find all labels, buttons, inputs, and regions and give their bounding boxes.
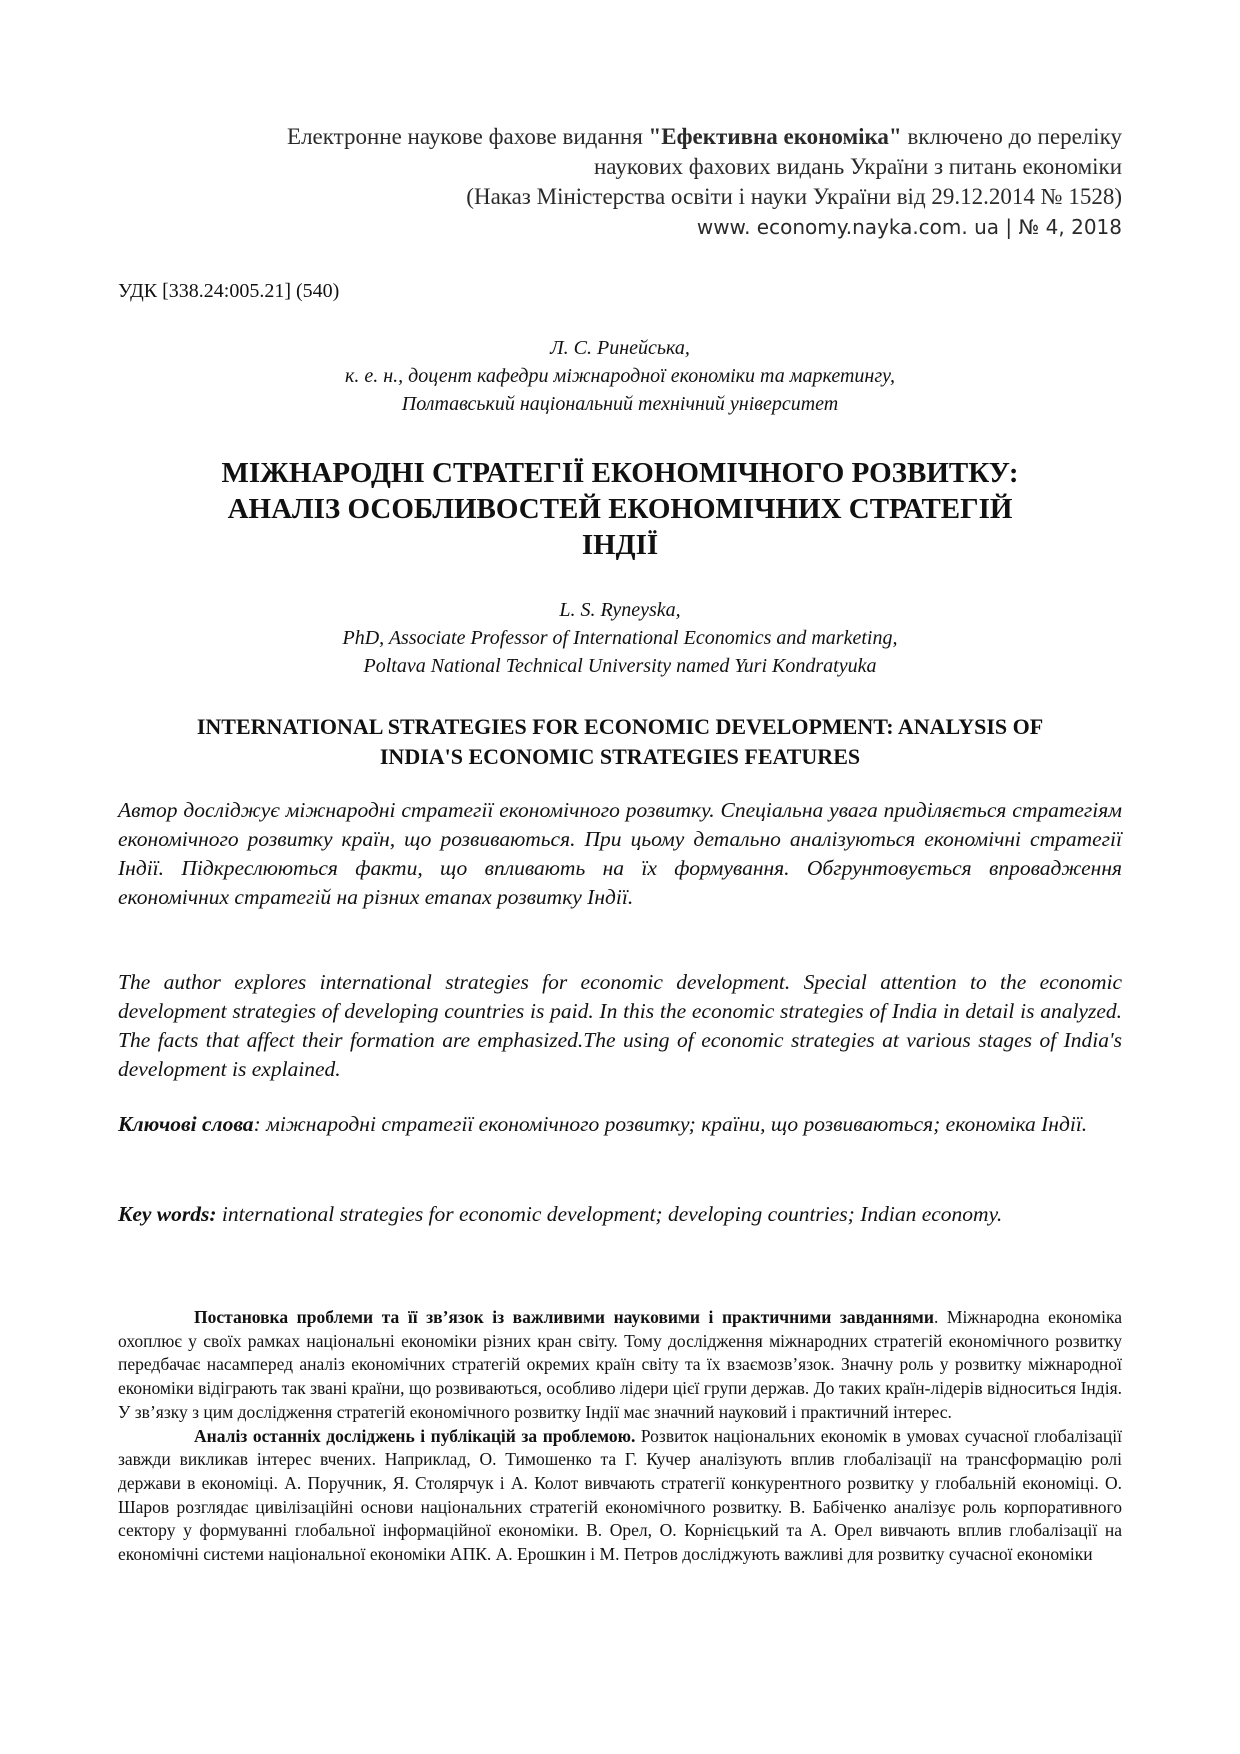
body-text xyxy=(118,1306,1122,1567)
journal-name: "Ефективна економіка" xyxy=(648,124,902,149)
udk-code: УДК [338.24:005.21] (540) xyxy=(118,280,340,302)
abstract-en: The author explores international strategies for economic development. Special attention to the economic development strategies of developing countries is paid. In this the economic strategies of India in detail is analyzed. The facts that affect their formation are emphasized.The using of economic strategies at various stages of India's development is explained. xyxy=(118,970,1122,1081)
author-name-en: L. S. Ryneyska, xyxy=(559,599,681,621)
section-heading-literature-review: Аналіз останніх досліджень і публікацій за проблемою. xyxy=(194,1425,636,1446)
body-paragraph-problem-statement: Постановка проблеми та її зв’язок із важливими науковими і практичними завданнями. Міжнародна економіка охоплює у своїх рамках національні економіки різних кран світу. Тому дослідження міжнародних стратегій економічного розвитку передбачає насамперед аналіз економічних стратегій окремих країн світу та їх взаємозв’язок. Значну роль у розвитку міжнародної економіки відіграють так звані країни, що розвиваються, особливо лідери цієї групи держав. До таких країн-лідерів відноситься Індія. У зв’язку з цим дослідження стратегій економічного розвитку Індії має значний науковий і практичний інтерес. xyxy=(118,1307,1122,1422)
author-name-ua: Л. С. Ринейська, xyxy=(550,337,690,359)
keywords-ua xyxy=(118,1110,1122,1139)
keywords-label-en: Key words: xyxy=(118,1202,217,1226)
paper-title-ua: МІЖНАРОДНІ СТРАТЕГІЇ ЕКОНОМІЧНОГО РОЗВИТКУ: АНАЛІЗ ОСОБЛИВОСТЕЙ ЕКОНОМІЧНИХ СТРАТЕГІЙ ІНДІЇ xyxy=(221,457,1019,561)
journal-website-issue: www. economy.nayka.com. ua | № 4, 2018 xyxy=(696,215,1122,239)
keywords-en xyxy=(118,1200,1122,1229)
author-block-en xyxy=(118,596,1122,680)
author-position-ua: к. е. н., доцент кафедри міжнародної економіки та маркетингу, xyxy=(344,365,896,387)
journal-header-line1: Електронне наукове фахове видання "Ефективна економіка" включено до переліку xyxy=(287,124,1122,149)
keywords-text-en: international strategies for economic development; developing countries; Indian economy. xyxy=(216,1202,1003,1226)
keywords-label-ua: Ключові слова xyxy=(118,1112,254,1136)
journal-header xyxy=(118,122,1122,242)
author-affiliation-ua: Полтавський національний технічний університет xyxy=(401,393,839,415)
author-block-ua xyxy=(118,334,1122,418)
paper-title-en: INTERNATIONAL STRATEGIES FOR ECONOMIC DEVELOPMENT: ANALYSIS OF INDIA'S ECONOMIC STRATEGIES FEATURES xyxy=(196,714,1044,769)
keywords-text-ua: : міжнародні стратегії економічного розвитку; країни, що розвиваються; економіка Індії. xyxy=(253,1112,1088,1136)
journal-header-line2: наукових фахових видань України з питань економіки xyxy=(593,154,1122,179)
journal-header-line3: (Наказ Міністерства освіти і науки України від 29.12.2014 № 1528) xyxy=(466,184,1122,209)
author-affiliation-en: Poltava National Technical University named Yuri Kondratyuka xyxy=(363,655,877,677)
section-heading-problem-statement: Постановка проблеми та її зв’язок із важливими науковими і практичними завданнями xyxy=(194,1307,934,1327)
body-paragraph-literature-review: Аналіз останніх досліджень і публікацій за проблемою. Розвиток національних економік в умовах сучасної глобалізації завжди викликав інтерес вчених. Наприклад, О. Тимошенко та Г. Кучер аналізують вплив глобалізації на трансформацію ролі держави в економіці. А. Поручник, Я. Столярчук і А. Колот вивчають стратегії конкурентного розвитку у глобальній економіці. О. Шаров розглядає цивілізаційні основи національних стратегій економічного розвитку. В. Бабіченко аналізує роль корпоративного сектору у формуванні глобальної інформаційної економіки. В. Орел, О. Корнієцький та А. Орел вивчають вплив глобалізації на економічні системи національної економіки АПК. А. Ерошкин і М. Петров досліджують важливі для розвитку сучасної економіки xyxy=(118,1425,1122,1565)
author-position-en: PhD, Associate Professor of International Economics and marketing, xyxy=(342,627,898,649)
abstract-ua: Автор досліджує міжнародні стратегії економічного розвитку. Спеціальна увага приділяється стратегіям економічного розвитку країн, що розвиваються. При цьому детально аналізуються економічні стратегії Індії. Підкреслюються факти, що впливають на їх формування. Обгрунтовується впровадження економічних стратегій на різних етапах розвитку Індії. xyxy=(118,798,1122,909)
